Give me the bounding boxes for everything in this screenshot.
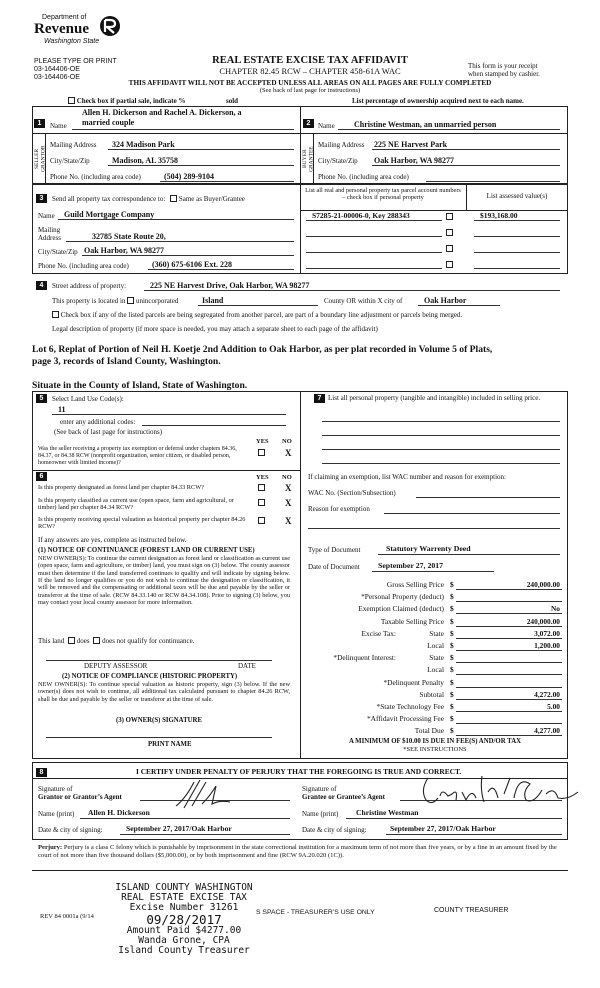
tax-row-underline [456,626,562,627]
current-use-yes-checkbox[interactable] [258,499,265,506]
tax-row-underline [456,674,562,675]
see-back-label: (See back of last page for instructions) [54,428,163,436]
tax-row-currency: $ [450,629,454,638]
tax-row-label: Taxable Selling Price [380,617,444,626]
owner-signature-label: (3) OWNER(S) SIGNATURE [116,717,202,724]
certify-line: I CERTIFY UNDER PENALTY OF PERJURY THAT THE FOREGOING IS TRUE AND CORRECT. [136,767,462,776]
seller-name-value-2[interactable]: married couple [82,118,135,127]
exemption-claim-label: If claiming an exemption, list WAC number and reason for exemption: [308,473,506,481]
correspondence-label: Send all property tax correspondence to: [52,195,166,203]
tax-row-currency: $ [450,604,454,613]
buyer-name-value[interactable]: Christine Westman, an unmarried person [354,120,497,129]
unincorporated-label: unincorporated [135,297,179,305]
personal-property-label: List all personal property (tangible and intangible) included in selling price. [328,394,541,402]
s3-phone-label: Phone No. (including area code) [38,262,129,270]
tax-row-label: *Delinquent Interest: [333,653,396,662]
s5-no-header: NO [282,438,292,445]
tax-row-currency: $ [450,580,454,589]
agency-state: Washington State [44,38,100,45]
tax-row-label: *Affidavit Processing Fee [366,714,444,723]
tax-row-underline [456,687,562,688]
this-land-row [38,637,194,645]
s6-yes-header: YES [256,474,269,481]
parcel-checkbox-row-3 [446,245,453,253]
land-use-value[interactable]: 11 [58,405,66,414]
section-3-intro [52,195,245,203]
personal-property-checkbox-1[interactable] [446,213,453,220]
continuance-title: (1) NOTICE OF CONTINUANCE (FOREST LAND OR CURRENT USE) [38,547,255,554]
doc-date-label: Date of Document [308,563,360,571]
deputy-assessor-label: DEPUTY ASSESSOR [84,662,148,670]
tax-row-currency: $ [450,617,454,626]
receipt-note-1: This form is your receipt [468,62,538,70]
s5-yes-box [258,449,265,457]
seller-side-label: SELLER GRANTOR [34,145,47,173]
stamp-line-1: ISLAND COUNTY WASHINGTON [115,882,253,893]
stamp-line-4: 09/28/2017 [146,911,222,927]
historic-yes-checkbox[interactable] [258,517,265,524]
perjury-label: Perjury: [38,844,63,851]
see-instructions-note: *SEE INSTRUCTIONS [403,746,467,753]
tax-row-value[interactable]: No [550,604,560,613]
print-name-label: PRINT NAME [148,741,192,748]
section-1-number: 1 [34,119,45,128]
parcel-value[interactable]: S7285-21-00006-0, Key 288343 [312,211,410,220]
segregated-checkbox[interactable] [52,311,59,318]
grantee-sig-label-1: Signature of [302,785,337,793]
section-3-number: 3 [36,194,47,203]
buyer-name-label: Name [318,122,335,130]
tax-row-label: Subtotal [419,690,444,699]
tax-row-currency: $ [450,702,454,711]
buyer-city-label: City/State/Zip [318,157,358,165]
does-not-label: does not qualify for continuance. [102,637,195,645]
s3-phone-value[interactable]: (360) 675-6106 Ext. 228 [152,260,232,269]
tax-row-label: Gross Selling Price [386,580,444,589]
tax-row-currency: $ [450,714,454,723]
tax-row-currency: $ [450,592,454,601]
street-label: Street address of property: [52,282,127,290]
personal-property-checkbox-3[interactable] [446,245,453,252]
parcel-header: List all real and personal property tax parcel account numbers – check box if personal property [305,187,461,202]
tax-row-underline [456,589,562,590]
tax-row-value[interactable]: 240,000.00 [526,580,560,589]
instructions-note: (See back of last page for instructions) [259,87,361,94]
county-treasurer-label: COUNTY TREASURER [434,907,509,914]
seller-city-label: City/State/Zip [50,157,90,165]
stamp-line-7: Island County Treasurer [118,945,250,957]
tax-row-underline [456,638,562,639]
tax-row-sublabel: Local [427,665,444,674]
s6-q1-yes-box [258,484,265,492]
stamp-line-3: Excise Number 31261 [129,902,239,914]
tax-row-currency: $ [450,726,454,735]
land-use-label: Select Land Use Code(s): [52,395,124,403]
segregated-label: Check box if any of the listed parcels are being segregated from another parcel, are part of a boundary line adjustment or parcels being merged. [60,311,463,319]
tax-row-value[interactable]: 5.00 [547,702,560,711]
does-checkbox[interactable] [68,637,75,644]
tax-row-label: *Delinquent Penalty [383,678,444,687]
any-yes-note: If any answers are yes, complete as instructed below. [38,536,187,544]
form-code-1: 03-164406-OE [34,66,80,73]
exemption-question: Was the seller receiving a property tax exemption or deferral under chapters 84.36, 84.37, or 84.38 RCW (nonprofit organization, senior citizen, or disabled person, homeowner with limited income)? [38,446,237,466]
doc-type-value[interactable]: Statutory Warrenty Deed [386,544,471,553]
s3-name-label: Name [38,212,55,220]
tax-row-sublabel: Local [427,641,444,650]
s3-mailing-label: Mailing [38,226,61,234]
receipt-note-2: when stamped by cashier. [468,70,540,78]
s3-city-label: City/State/Zip [38,248,78,256]
does-label: does [76,637,90,645]
seller-address-label: Mailing Address [50,141,97,149]
grantor-name-value[interactable]: Allen H. Dickerson [88,808,150,817]
additional-codes-label: enter any additional codes: [60,418,136,426]
buyer-side-label: BUYER GRANTEE [302,146,315,172]
tax-row-currency: $ [450,678,454,687]
warning-line: THIS AFFIDAVIT WILL NOT BE ACCEPTED UNLESS ALL AREAS ON ALL PAGES ARE FULLY COMPLETED [128,79,492,87]
tax-row-underline [456,601,562,602]
legal-label: Legal description of property (if more space is needed, you may attach a separate sheet to each page of the affidavit) [52,325,378,333]
buyer-phone-label: Phone No. (including area code) [318,173,409,181]
personal-property-checkbox-4[interactable] [446,261,453,268]
sold-label: sold [226,97,239,105]
agency-revenue: Revenue [34,21,89,37]
parcel-checkbox-row-4 [446,261,453,269]
ownership-note: List percentage of ownership acquired next to each name. [352,97,524,105]
s6-no-header: NO [282,474,292,481]
tax-row-label: Total Due [414,726,444,735]
same-as-buyer-label: Same as Buyer/Grantee [178,195,245,203]
section-6-number: 6 [36,472,47,481]
seller-phone-label: Phone No. (including area code) [50,173,141,181]
tax-row-currency: $ [450,641,454,650]
grantee-name-label: Name (print) [302,810,339,818]
doc-date-value[interactable]: September 27, 2017 [378,561,444,570]
parcel-checkbox-row-2 [446,229,453,237]
tax-row-currency: $ [450,665,454,674]
partial-sale-row [68,97,185,105]
exemption-answer[interactable]: X [285,448,292,458]
stamp-line-5: Amount Paid $4277.00 [126,924,242,936]
seller-address-value[interactable]: 324 Madison Park [112,140,175,149]
tax-row-underline [456,723,562,724]
situate-line: Situate in the County of Island, State of Washington. [32,380,248,391]
tax-row-value[interactable]: 4,272.00 [534,690,560,699]
tax-row-underline [456,735,562,736]
dor-logo-icon [98,14,122,38]
same-as-buyer-checkbox[interactable] [170,195,177,202]
located-row [52,297,178,305]
s6-q1: Is this property designated as forest land per chapter 84.33 RCW? [38,484,204,491]
grantee-date-value[interactable]: September 27, 2017/Oak Harbor [390,824,496,833]
date-label: DATE [238,662,256,670]
tax-row-sublabel: State [429,653,444,662]
stamp-line-6: Wanda Grone, CPA [138,934,230,946]
grantee-sig-label-2: Grantee or Grantee’s Agent [302,793,386,801]
section-7-number: 7 [314,394,325,403]
grantee-name-value[interactable]: Christine Westman [356,808,419,817]
tax-row-sublabel: State [429,629,444,638]
tax-row-value[interactable]: 3,072.00 [534,629,560,638]
tax-row-underline [456,650,562,651]
seller-name-value-1[interactable]: Allen H. Dickerson and Rachel A. Dickerson, a [82,108,242,117]
tax-row-value[interactable]: 1,200.00 [534,641,560,650]
form-code-2: 03-164406-OE [34,74,80,81]
print-note: PLEASE TYPE OR PRINT [34,58,117,65]
grantor-sig-label-1: Signature of [38,785,73,793]
s6-a2[interactable]: X [285,498,292,508]
legal-description-line-1: Lot 6, Replat of Portion of Neil H. Koetje 2nd Addition to Oak Harbor, as per plat recorded in Volume 5 of Plats, [32,344,493,355]
exemption-yes-checkbox[interactable] [258,449,265,456]
s3-address-value[interactable]: 32785 State Route 20, [92,232,166,241]
street-value[interactable]: 225 NE Harvest Drive, Oak Harbor, WA 98277 [150,281,310,290]
city-of-value[interactable]: Oak Harbor [424,296,467,305]
partial-sale-label: Check box if partial sale, indicate % [76,97,186,105]
tax-row-value[interactable]: 4,277.00 [534,726,560,735]
grantor-date-value[interactable]: September 27, 2017/Oak Harbor [126,824,232,833]
tax-row-underline [456,613,562,614]
segregated-row [52,311,562,319]
reason-label: Reason for exemption [308,505,370,513]
perjury-notice [38,844,566,860]
s6-q2-yes-box [258,499,265,507]
form-subtitle: CHAPTER 82.45 RCW – CHAPTER 458-61A WAC [219,66,401,76]
s3-address-label: Address [38,234,61,242]
s6-a3[interactable]: X [285,516,292,526]
continuance-text: NEW OWNER(S): To continue the current designation as forest land or classification as current use (open space, farm and agriculture, or timber) land, you must sign on (3) below. The county assessor must then determine if the land transferred continues to qualify and will indicate by signing below. If the land no longer qualifies or you do not wish to continue the designation or classification, it will be removed and the compensating or additional taxes will be due and payable by the seller or transferor at the time of sale. (RCW 84.33.140 or RCW 84.34.108). Prior to signing (3) below, you may contact your local county assessor for more information. [38,555,290,607]
assessed-value[interactable]: $193,168.00 [480,211,518,220]
agency-dept: Department of [42,14,87,21]
dor-logo [34,14,126,52]
s3-city-value[interactable]: Oak Harbor, WA 98277 [84,246,165,255]
s3-name-value[interactable]: Guild Mortgage Company [64,210,155,219]
doc-type-label: Type of Document [308,546,361,554]
county-label: County OR within X city of [324,297,403,305]
tax-row-value[interactable]: 240,000.00 [526,617,560,626]
rev-number: REV 84 0001a (9/14 [40,913,94,920]
perjury-text: Perjury is a class C felony which is punishable by imprisonment in the state correctional institution for a maximum term of not more than five years, or by a fine in an amount fixed by the court of not more than five thousand dollars ($5,000.00), or by both imprisonment and fine (RCW 9A.20.020 (1C)). [38,844,557,859]
section-2-number: 2 [303,119,314,128]
county-value[interactable]: Island [202,296,224,305]
compliance-title: (2) NOTICE OF COMPLIANCE (HISTORIC PROPERTY) [62,673,238,680]
tax-row-underline [456,699,562,700]
stamp-line-2: REAL ESTATE EXCISE TAX [121,892,247,904]
grantor-date-label: Date & city of signing: [38,826,103,834]
s6-q2: Is this property classified as current use (open space, farm and agricultural, or timber) land per chapter 84.34 RCW? [38,497,234,512]
parcel-checkbox-row-1 [446,213,453,221]
s6-a1[interactable]: X [285,483,292,493]
tax-row-label: *State Technology Fee [376,702,444,711]
form-title: REAL ESTATE EXCISE TAX AFFIDAVIT [212,55,408,66]
tax-row-currency: $ [450,690,454,699]
compliance-text: NEW OWNER(S): To continue special valuation as historic property, sign (3) below. If the new owner(s) does not wish to continue, all additional tax calculated pursuant to chapter 84.26 RCW, shall be due and payable by the seller or transferor at the time of sale. [38,681,290,703]
s6-q3-yes-box [258,517,265,525]
personal-property-checkbox-2[interactable] [446,229,453,236]
section-8-box [32,762,568,840]
forest-land-yes-checkbox[interactable] [258,484,265,491]
section-8-number: 8 [36,768,47,777]
legal-description-line-2: page 3, records of Island County, Washington. [32,356,221,367]
assessed-header: List assessed value(s) [486,192,548,200]
seller-name-label: Name [50,122,67,130]
grantor-name-label: Name (print) [38,810,75,818]
grantee-date-label: Date & city of signing: [302,826,367,834]
buyer-address-label: Mailing Address [318,141,365,149]
s5-yes-header: YES [256,438,269,445]
unincorporated-checkbox[interactable] [127,297,134,304]
seller-phone-value[interactable]: (504) 289-9104 [164,172,214,181]
minimum-note: A MINIMUM OF $10.00 IS DUE IN FEE(S) AND/OR TAX [348,738,522,745]
treasurer-stamp [96,883,272,956]
this-land-label: This land [38,637,65,645]
tax-row-label: Excise Tax: [361,629,396,638]
wac-label: WAC No. (Section/Subsection) [308,489,396,497]
grantor-sig-label-2: Grantor or Grantor’s Agent [38,793,122,801]
buyer-address-value[interactable]: 225 NE Harvest Park [374,140,448,149]
treasurer-space-label: S SPACE - TREASURER’S USE ONLY [256,909,375,916]
seller-city-value[interactable]: Madison, AL 35758 [112,156,179,165]
does-not-checkbox[interactable] [93,637,100,644]
section-5-number: 5 [36,394,47,403]
located-label: This property is located in [52,297,126,305]
s6-q3: Is this property receiving special valuation as historical property per chapter 84.26 RCW? [38,516,246,531]
buyer-city-value[interactable]: Oak Harbor, WA 98277 [374,156,455,165]
tax-row-underline [456,662,562,663]
section-4-number: 4 [36,281,47,290]
tax-row-label: *Personal Property (deduct) [361,592,444,601]
tax-row-label: Exemption Claimed (deduct) [358,604,444,613]
tax-row-currency: $ [450,653,454,662]
tax-row-underline [456,711,562,712]
partial-sale-checkbox[interactable] [68,97,75,104]
